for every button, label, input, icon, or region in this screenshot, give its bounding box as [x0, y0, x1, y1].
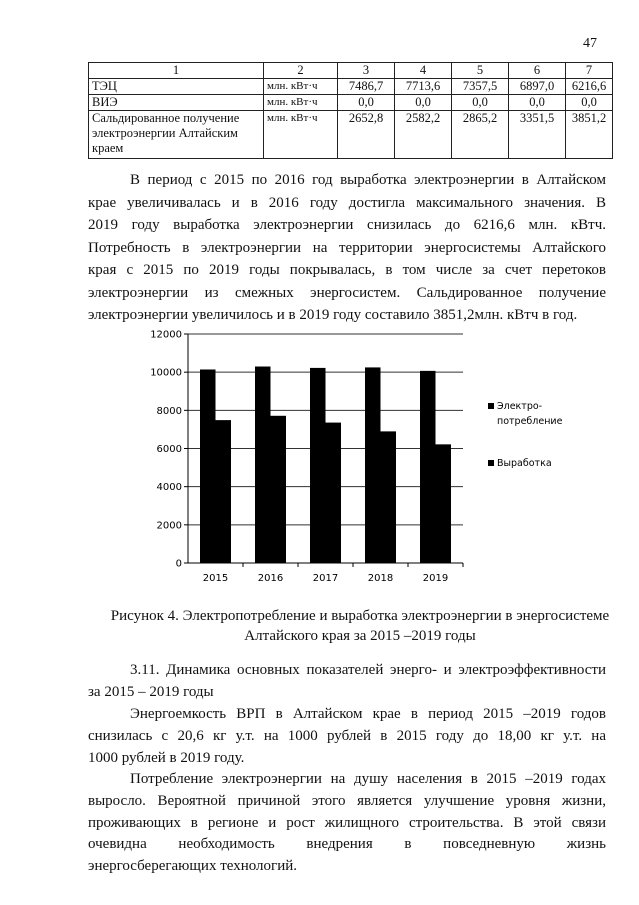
row-name: ТЭЦ [89, 79, 264, 95]
cell: 0,0 [395, 95, 452, 111]
y-tick-label: 10000 [150, 367, 182, 379]
bar-consumption [255, 367, 271, 563]
text-line: 2019 году выработка электроэнергии снизилась до 6216,6 млн. кВтч. [88, 217, 606, 233]
text-line: энергосберегающих технологий. [88, 858, 297, 875]
row-unit: млн. кВт·ч [264, 111, 338, 159]
y-tick-label: 12000 [150, 329, 182, 341]
row-unit: млн. кВт·ч [264, 95, 338, 111]
bar-generation [436, 444, 452, 563]
text-line: крае увеличивалась и в 2016 году достигла максимального значения. В [88, 194, 606, 211]
cell: 6897,0 [509, 79, 566, 95]
cell: 3851,2 [566, 111, 613, 159]
x-tick-label: 2019 [422, 573, 449, 584]
y-tick-label: 0 [175, 558, 182, 570]
text-line: Потребление электроэнергии на душу населения в 2015 –2019 годах [130, 771, 606, 787]
row-unit: млн. кВт·ч [264, 79, 338, 95]
cell: 7486,7 [338, 79, 395, 95]
text-line: В период с 2015 по 2016 год выработка электроэнергии в Алтайском [130, 172, 606, 188]
text-line: проживающих в регионе и рост жилищного строительства. В этой связи [88, 814, 606, 831]
bar-generation [381, 431, 397, 563]
text-line: электроэнергии из смежных энергосистем. Сальдированное получение [88, 284, 606, 301]
y-tick-label: 6000 [156, 444, 182, 455]
table-header-cell: 2 [264, 63, 338, 79]
bar-generation [216, 420, 232, 563]
legend-label: Выработка [497, 458, 552, 469]
row-name: ВИЭ [89, 95, 264, 111]
text-line: 1000 рублей в 2019 году. [88, 749, 245, 766]
text-line: края с 2015 по 2019 годы покрывалась, в том числе за счет перетоков [88, 262, 606, 278]
legend-swatch [488, 460, 494, 466]
bar-consumption [310, 368, 326, 563]
table-header-cell: 5 [452, 63, 509, 79]
cell: 2652,8 [338, 111, 395, 159]
y-tick-label: 4000 [156, 482, 182, 494]
x-tick-label: 2016 [257, 573, 284, 584]
x-tick-label: 2017 [312, 573, 339, 584]
text-line: Энергоемкость ВРП в Алтайском крае в период 2015 –2019 годов [130, 706, 606, 722]
bar-generation [326, 423, 342, 563]
text-line: очевидна необходимость внедрения в повседневную жизнь [88, 836, 606, 853]
cell: 0,0 [566, 95, 613, 111]
cell: 6216,6 [566, 79, 613, 95]
cell: 3351,5 [509, 111, 566, 159]
cell: 0,0 [338, 95, 395, 111]
text-line: снизилась с 20,6 кг у.т. на 1000 рублей в 2015 году до 18,00 кг у.т. на [88, 727, 606, 744]
y-tick-label: 2000 [156, 520, 182, 532]
y-tick-label: 8000 [156, 405, 182, 417]
cell: 0,0 [509, 95, 566, 111]
table-header-cell: 6 [509, 63, 566, 79]
cell: 2865,2 [452, 111, 509, 159]
table-header-cell: 4 [395, 63, 452, 79]
bar-consumption [365, 367, 381, 563]
text-line: 3.11. Динамика основных показателей энерго- и электроэффективности [130, 662, 606, 678]
text-line: Потребность в электроэнергии на территории энергосистемы Алтайского [88, 239, 606, 256]
bar-consumption [200, 369, 216, 563]
x-tick-label: 2018 [367, 573, 394, 584]
cell: 0,0 [452, 95, 509, 111]
legend-swatch [488, 403, 494, 409]
legend-label: Электро- [497, 401, 543, 412]
bar-generation [271, 416, 287, 563]
text-line: электроэнергии увеличилось и в 2019 году составило 3851,2млн. кВтч в год. [88, 307, 578, 323]
text-line: за 2015 – 2019 годы [88, 684, 214, 700]
figure-caption: Рисунок 4. Электропотребление и выработка электроэнергии в энергосистеме [110, 608, 610, 624]
cell: 2582,2 [395, 111, 452, 159]
cell: 7357,5 [452, 79, 509, 95]
table-header-cell: 1 [89, 63, 264, 79]
page-number: 47 [583, 36, 597, 51]
cell: 7713,6 [395, 79, 452, 95]
row-name: Сальдированное получение электроэнергии Алтайским краем [89, 111, 264, 159]
table-header-cell: 3 [338, 63, 395, 79]
x-tick-label: 2015 [202, 573, 229, 584]
legend-label: потребление [497, 416, 563, 427]
text-line: выросло. Вероятной причиной этого является улучшение уровня жизни, [88, 792, 606, 809]
bar-consumption [420, 371, 436, 563]
table-header-cell: 7 [566, 63, 613, 79]
figure-caption: Алтайского края за 2015 –2019 годы [244, 628, 476, 644]
